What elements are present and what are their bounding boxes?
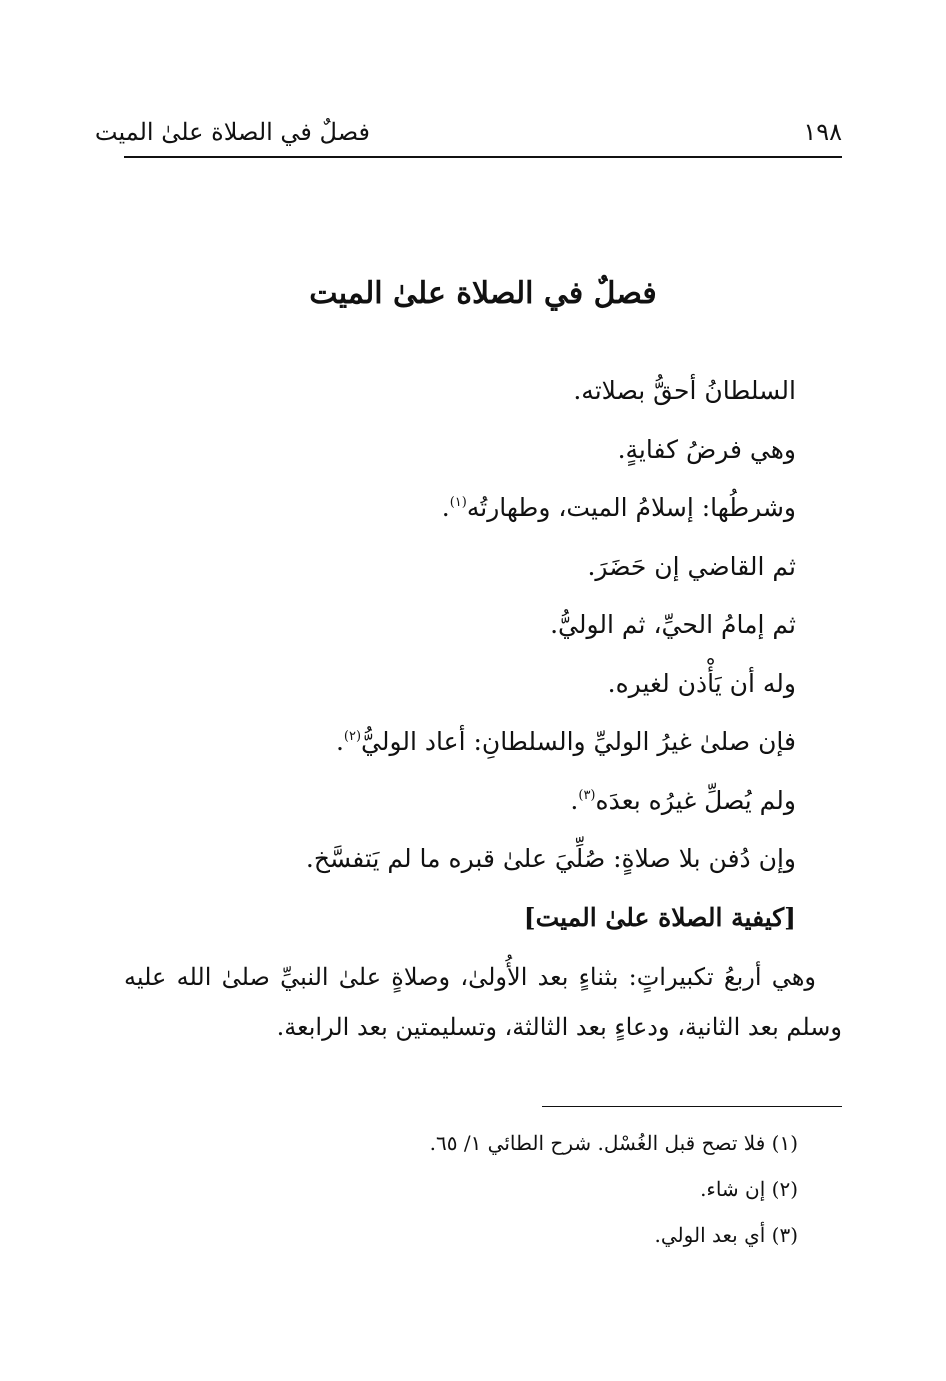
text-line: السلطانُ أحقُّ بصلاته. [573, 376, 796, 405]
body-text [236, 362, 796, 889]
page-number: ١٩٨ [803, 118, 842, 146]
footnotes [238, 1124, 798, 1262]
footnote-marker: (٣) [578, 787, 596, 803]
text-line: ثم القاضي إن حَضَرَ. [587, 551, 796, 581]
footnote-divider [542, 1106, 842, 1107]
text-line: وإن دُفن بلا صلاةٍ: صُلِّيَ علىٰ قبره ما لم يَتفسَّخ. [305, 844, 796, 873]
footnote-item: (٣) أي بعد الولي. [654, 1223, 798, 1247]
running-header-title: فصلٌ في الصلاة علىٰ الميت [94, 118, 370, 146]
section-heading: [كيفية الصلاة علىٰ الميت] [523, 903, 796, 932]
running-header [94, 112, 842, 158]
text-line: ثم إمامُ الحيِّ، ثم الوليُّ. [550, 610, 796, 639]
text-line: فإن صلىٰ غيرُ الوليِّ والسلطانِ: أعاد الوليُّ$^{(٢)}$. [335, 727, 796, 756]
section-paragraph [124, 952, 842, 1052]
paragraph-text: وهي أربعُ تكبيراتٍ: بثناءٍ بعد الأُولىٰ، وصلاةٍ علىٰ النبيِّ صلىٰ الله عليه وسلم بعد الثانية، ودعاءٍ بعد الثالثة، وتسليمتين بعد الرابعة. [124, 963, 842, 1041]
footnote-marker: (٢) [343, 729, 362, 744]
text-line: وشرطُها: إسلامُ الميت، وطهارتُه$^{(١)}$. [441, 493, 796, 522]
text-line: وهي فرضُ كفايةٍ. [617, 434, 796, 464]
footnote-marker: (١) [449, 495, 467, 510]
chapter-title: فصلٌ في الصلاة علىٰ الميت [309, 276, 657, 311]
footnote-item: (١) فلا تصح قبل الغُسْل. شرح الطائي ١/ ٦٥. [429, 1131, 798, 1155]
text-line: ولم يُصلِّ غيرُه بعدَه$^{(٣)}$. [570, 785, 796, 815]
text-line: وله أن يَأْذن لغيره. [607, 668, 796, 698]
footnote-item: (٢) إن شاء. [700, 1177, 798, 1201]
